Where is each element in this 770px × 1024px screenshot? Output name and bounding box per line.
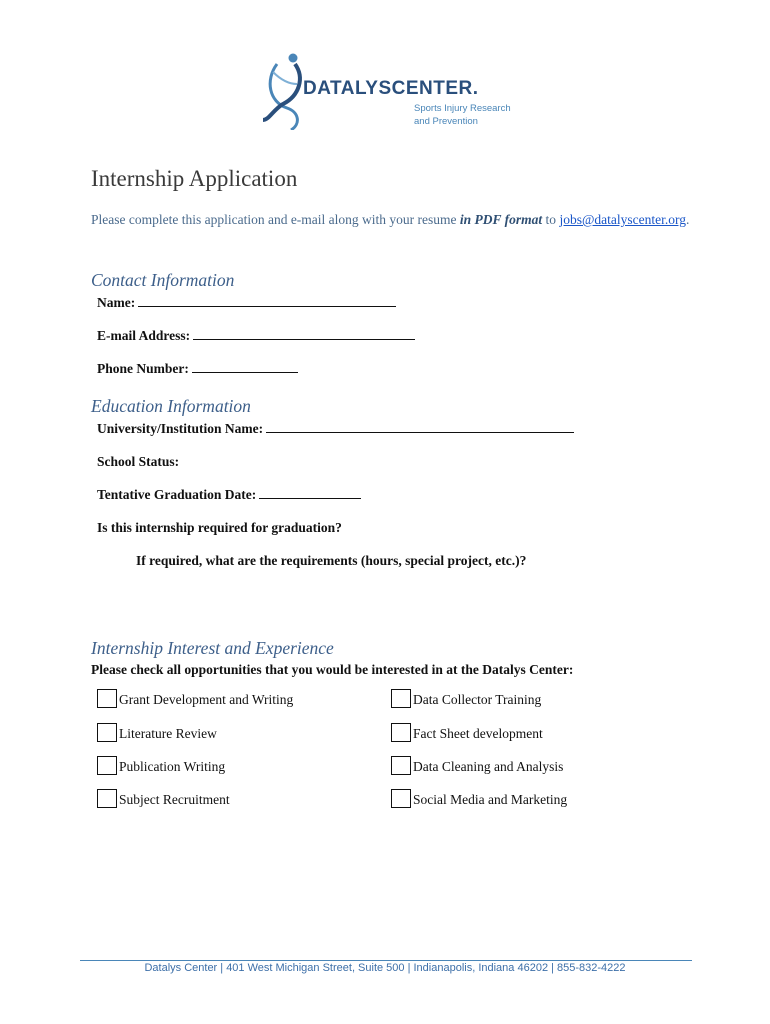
option-data-collector-training[interactable] [391, 689, 541, 708]
email-link[interactable]: jobs@datalyscenter.org [559, 212, 686, 227]
option-publication-writing[interactable] [97, 756, 225, 775]
email-label: E-mail Address: [97, 328, 191, 343]
logo-tagline [414, 103, 511, 128]
intro-middle: to [542, 212, 560, 227]
phone-label: Phone Number: [97, 361, 189, 376]
name-label: Name: [97, 295, 136, 310]
option-label: Subject Recruitment [119, 792, 230, 807]
option-label: Fact Sheet development [413, 726, 543, 741]
email-field-row [97, 328, 415, 344]
logo-wordmark: DATALYSCENTER. [303, 78, 479, 99]
option-fact-sheet-development[interactable] [391, 723, 543, 742]
option-label: Data Collector Training [413, 692, 542, 707]
interest-instruction: Please check all opportunities that you would be interested in at the Datalys Center: [91, 662, 574, 677]
email-input-line[interactable] [193, 329, 415, 340]
intro-prefix: Please complete this application and e-mail along with your resume [91, 212, 460, 227]
logo-tagline-line-1: Sports Injury Research [414, 103, 511, 114]
required-question: Is this internship required for graduation? [97, 520, 342, 535]
education-heading: Education Information [91, 396, 251, 416]
option-subject-recruitment[interactable] [97, 789, 230, 808]
university-input-line[interactable] [266, 422, 574, 433]
contact-heading: Contact Information [91, 270, 235, 290]
footer-divider [80, 960, 692, 961]
option-label: Literature Review [119, 726, 217, 741]
school-status-label: School Status: [97, 454, 180, 469]
university-field-row [97, 421, 574, 437]
option-label: Social Media and Marketing [413, 792, 568, 807]
checkbox-literature-review[interactable] [97, 723, 117, 742]
graduation-input-line[interactable] [259, 488, 361, 499]
phone-field-row [97, 361, 298, 377]
checkbox-grant-development[interactable] [97, 689, 117, 708]
intro-emphasis: in PDF format [459, 212, 543, 227]
checkbox-data-cleaning[interactable] [391, 756, 411, 775]
checkbox-social-media[interactable] [391, 789, 411, 808]
option-data-cleaning[interactable] [391, 756, 563, 775]
logo-tagline-line-2: and Prevention [414, 115, 478, 127]
footer-address: Datalys Center | 401 West Michigan Street, Suite 500 | Indianapolis, Indiana 46202 | 855-832-4222 [144, 962, 626, 974]
option-label: Publication Writing [119, 759, 226, 774]
graduation-label: Tentative Graduation Date: [97, 487, 257, 502]
name-field-row [97, 295, 396, 311]
intro-suffix: . [685, 212, 690, 227]
phone-input-line[interactable] [192, 362, 298, 373]
option-social-media[interactable] [391, 789, 567, 808]
checkbox-fact-sheet-development[interactable] [391, 723, 411, 742]
checkbox-subject-recruitment[interactable] [97, 789, 117, 808]
option-grant-development[interactable] [97, 689, 293, 708]
checkbox-publication-writing[interactable] [97, 756, 117, 775]
intro-text [91, 212, 689, 228]
option-literature-review[interactable] [97, 723, 217, 742]
option-label: Grant Development and Writing [119, 692, 294, 707]
checkbox-data-collector-training[interactable] [391, 689, 411, 708]
interest-heading: Internship Interest and Experience [91, 638, 334, 658]
name-input-line[interactable] [138, 296, 396, 307]
requirements-question: If required, what are the requirements (hours, special project, etc.)? [136, 553, 527, 568]
option-label: Data Cleaning and Analysis [413, 759, 564, 774]
graduation-field-row [97, 487, 361, 503]
university-label: University/Institution Name: [97, 421, 264, 436]
page-title: Internship Application [91, 166, 298, 191]
